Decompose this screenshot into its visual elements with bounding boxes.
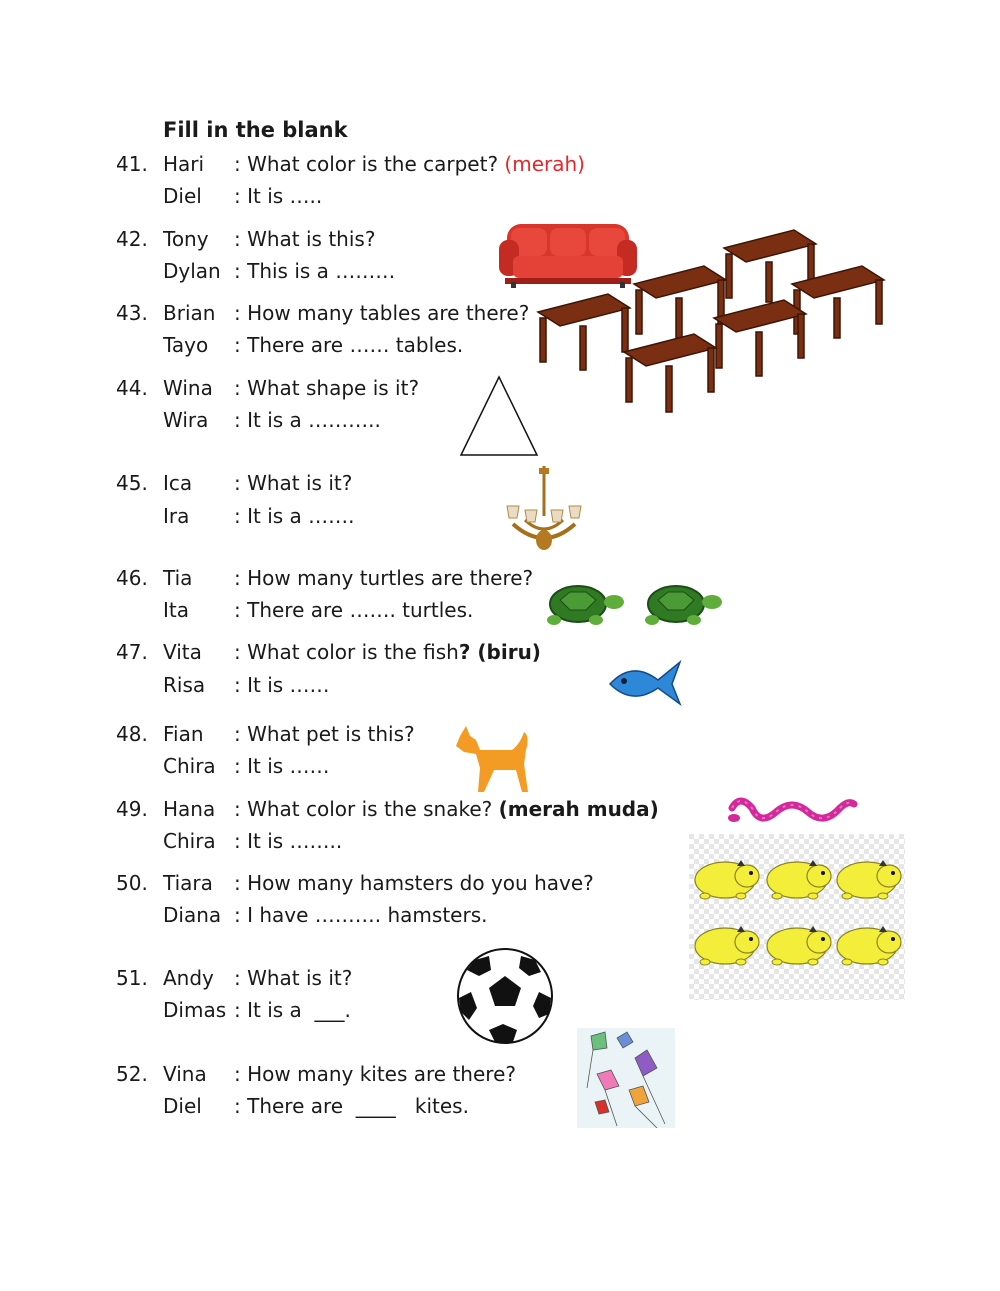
turtles-icon	[540, 580, 722, 630]
answer-text: : It is …..	[234, 184, 323, 208]
item-number: 41.	[116, 152, 148, 176]
speaker-name: Hari	[163, 152, 205, 176]
hint-text: (merah)	[504, 152, 585, 176]
snake-icon	[726, 790, 858, 834]
soccer-ball-icon	[455, 946, 555, 1046]
hamsters-icon	[689, 834, 905, 1000]
tables-icon	[536, 226, 886, 416]
hint-text: ? (biru)	[458, 640, 541, 664]
page-heading: Fill in the blank	[163, 118, 348, 142]
kites-icon	[577, 1028, 675, 1128]
hint-text: (merah muda)	[498, 797, 659, 821]
question-text: : What color is the carpet? (merah)	[234, 152, 585, 176]
speaker-name: Diel	[163, 184, 202, 208]
chandelier-icon	[503, 466, 585, 554]
dog-icon	[454, 724, 536, 796]
fish-icon	[606, 656, 684, 708]
triangle-icon	[458, 374, 540, 458]
